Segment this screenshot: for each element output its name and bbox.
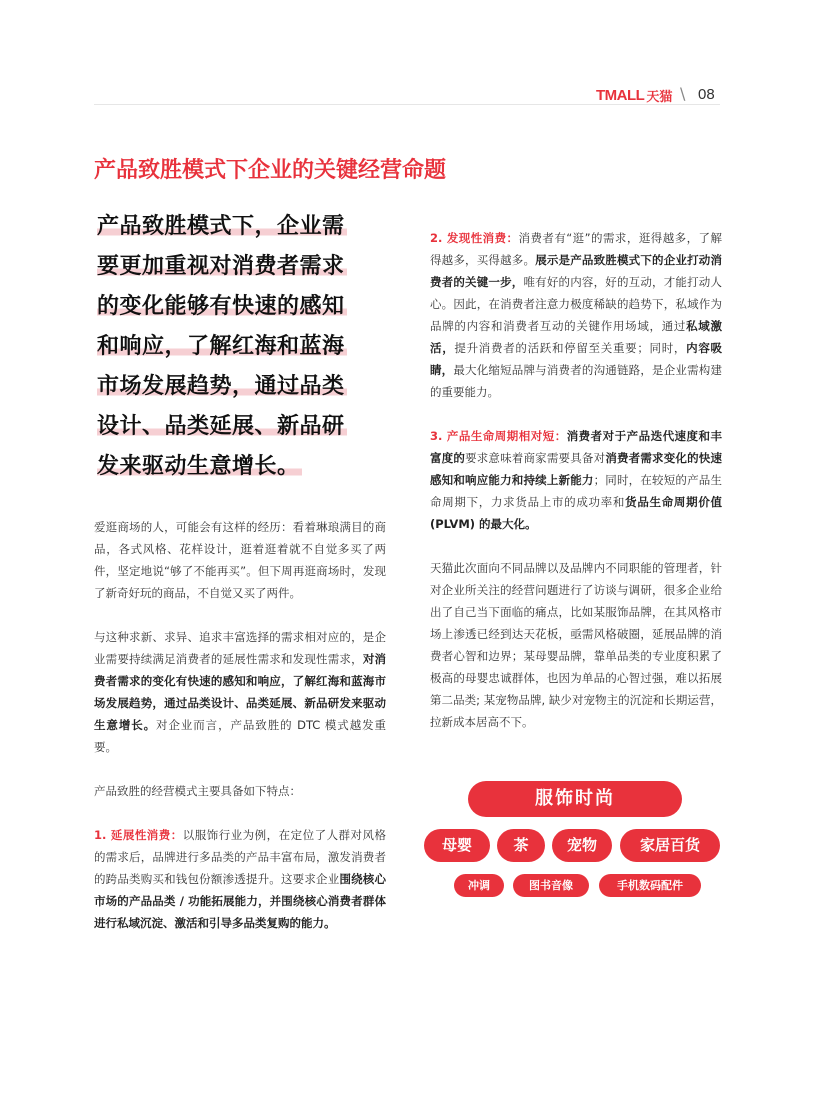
tag-tea: 茶	[497, 829, 545, 862]
paragraph: 爱逛商场的人，可能会有这样的经历：看着琳琅满目的商品，各式风格、花样设计，逛着逛着就不自觉多买了两件，坚定地说“够了不能再买”。但下周再逛商场时，发现了新奇好玩的商品，不自觉又买了两件。	[94, 520, 386, 600]
quote-line: 产品致胜模式下，企业需	[97, 214, 345, 239]
quote-line: 市场发展趋势，通过品类	[97, 374, 345, 399]
quote-line: 发来驱动生意增长。	[97, 454, 300, 479]
paragraph: 与这种求新、求异、追求丰富选择的需求相对应的，是企业需要持续满足消费者的延展性需求和发现性需求，对消费者需求的变化有快速的感知和响应，了解红海和蓝海市场发展趋势，通过品类设计、品类延展、新品研发来驱动生意增长。对企业而言，产品致胜的 DTC 模式越发重要。	[94, 630, 387, 754]
page-number: 08	[698, 86, 715, 103]
tag-beverage: 冲调	[454, 874, 504, 897]
tag-fashion: 服饰时尚	[468, 781, 682, 817]
left-column	[94, 516, 386, 956]
paragraph: 天猫此次面向不同品牌以及品牌内不同职能的管理者，针对企业所关注的经营问题进行了访谈与调研，很多企业给出了自己当下面临的痛点，比如某服饰品牌，在其风格市场上渗透已经到达天花板，亟需风格破圈，延展品牌的消费者心智和边界；某母婴品牌，靠单品类的专业度积累了极高的母婴忠诚群体，也因为单品的心智过强，难以拓展第二品类; 某宠物品牌, 缺少对宠物主的沉淀和长期运营，拉新成本居高不下。	[430, 561, 722, 729]
paragraph: 3. 产品生命周期相对短：消费者对于产品迭代速度和丰富度的要求意味着商家需要具备对消费者需求变化的快速感知和响应能力和持续上新能力；同时，在较短的产品生命周期下，力求货品上市的成功率和货品生命周期价值 (PLVM) 的最大化。	[430, 429, 723, 531]
right-column	[430, 227, 722, 755]
quote-line: 和响应，了解红海和蓝海	[97, 334, 345, 359]
paragraph: 1. 延展性消费：以服饰行业为例，在定位了人群对风格的需求后，品牌进行多品类的产品丰富布局，激发消费者的跨品类购买和钱包份额渗透提升。这要求企业围绕核心市场的产品品类 / 功能拓展能力，并围绕核心消费者群体进行私域沉淀、激活和引导多品类复购的能力。	[94, 828, 387, 930]
paragraph: 产品致胜的经营模式主要具备如下特点：	[94, 784, 301, 798]
logo-text-en: TMALL	[596, 87, 645, 104]
tmall-logo	[596, 86, 672, 105]
quote-line: 设计、品类延展、新品研	[97, 414, 345, 439]
tag-pet: 宠物	[552, 829, 612, 862]
pull-quote	[97, 207, 397, 487]
quote-line: 的变化能够有快速的感知	[97, 294, 345, 319]
header-slash: \	[680, 84, 686, 103]
tag-digital: 手机数码配件	[599, 874, 701, 897]
section-title: 产品致胜模式下企业的关键经营命题	[94, 158, 447, 183]
tag-home: 家居百货	[620, 829, 720, 862]
quote-line: 要更加重视对消费者需求	[97, 254, 345, 279]
paragraph: 2. 发现性消费：消费者有“逛”的需求，逛得越多，了解得越多，买得越多。展示是产品致胜模式下的企业打动消费者的关键一步，唯有好的内容，好的互动，才能打动人心。因此，在消费者注意力极度稀缺的趋势下，私域作为品牌的内容和消费者互动的关键作用场域，通过私域激活，提升消费者的活跃和停留至关重要；同时，内容吸睛，最大化缩短品牌与消费者的沟通链路，是企业需构建的重要能力。	[430, 231, 723, 399]
logo-text-zh: 天猫	[646, 90, 673, 105]
tag-books: 图书音像	[513, 874, 589, 897]
tag-maternity: 母婴	[424, 829, 490, 862]
